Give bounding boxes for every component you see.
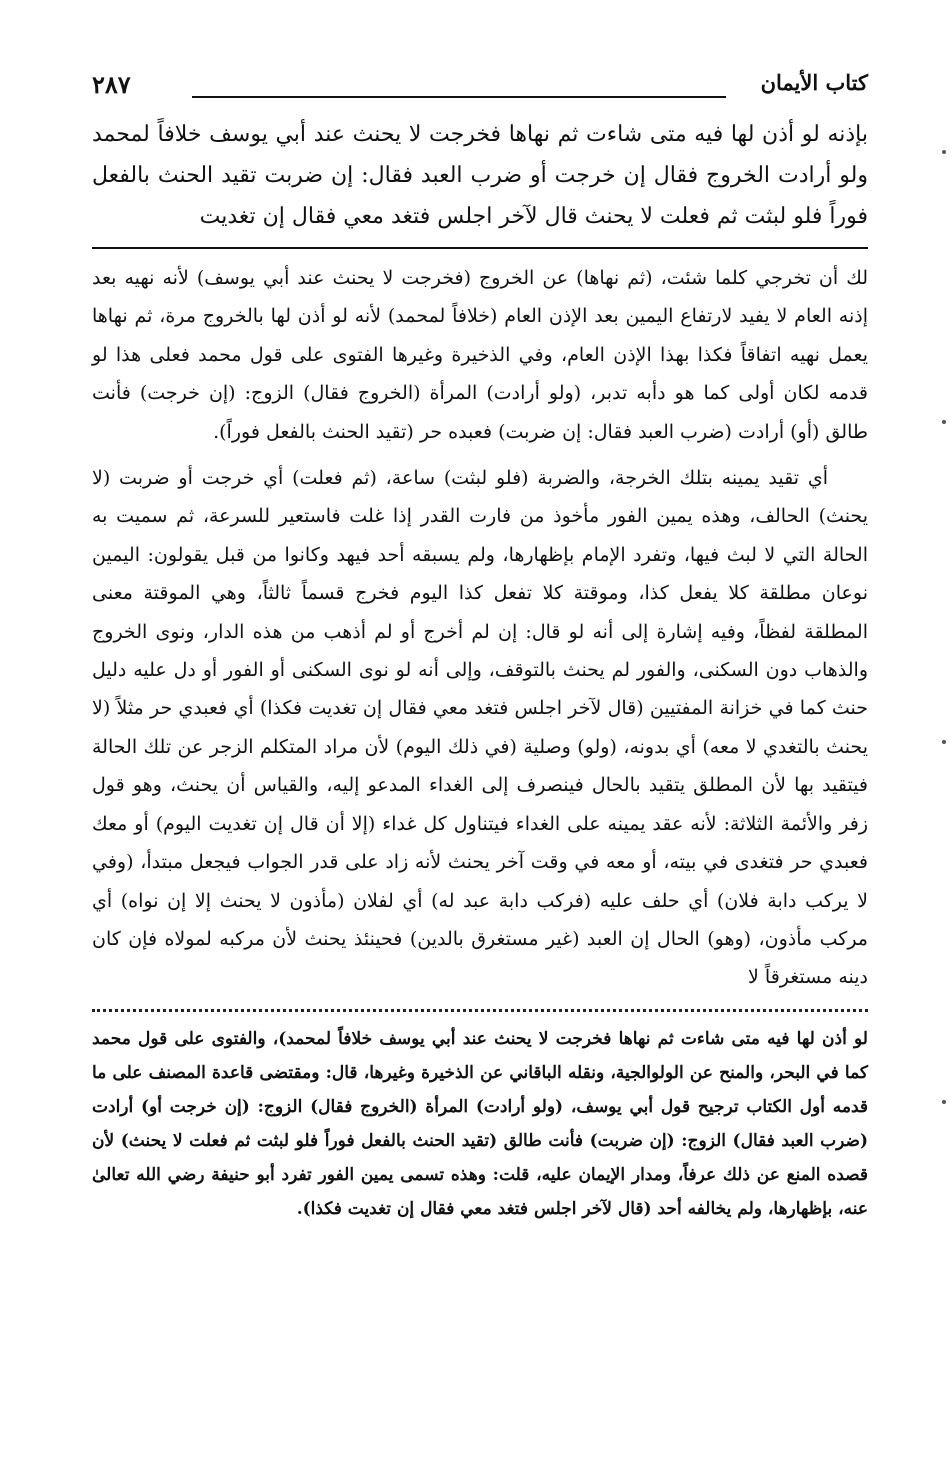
edge-mark (942, 1100, 946, 1104)
footnote-separator (92, 1009, 868, 1012)
page-edge (936, 120, 950, 1320)
edge-mark (942, 740, 946, 744)
edge-mark (942, 150, 946, 154)
sharh-paragraph-2: أي تقيد يمينه بتلك الخرجة، والضربة (فلو لبثت) ساعة، (ثم فعلت) أي خرجت أو ضربت (لا يحنث) الحالف، وهذه يمين الفور مأخوذ من فارت القدر إذا غلت فاستعير للسرعة، ثم سميت به الحالة التي لا لبث فيها، وتفرد الإمام بإظهارها، ولم يسبقه أحد فيهد وكانوا من قبل يقولون: اليمين نوعان مطلقة كلا يفعل كذا، وموقتة كلا تفعل كذا اليوم فخرج قسماً ثالثاً، وهي الموقتة معنى المطلقة لفظاً، وفيه إشارة إلى أنه لو قال: إن لم أخرج أو لم أذهب من هذه الدار، ونوى الخروج والذهاب دون السكنى، والفور لم يحنث بالتوقف، وإلى أنه لو نوى السكنى أو الفور أو دل عليه دليل حنث كما في خزانة المفتيين (قال لآخر اجلس فتغد معي فقال إن تغديت فكذا) أي فعبدي حر مثلاً (لا يحنث بالتغدي لا معه) أي بدونه، (ولو) وصلية (في ذلك اليوم) لأن مراد المتكلم الزجر عن تلك الحالة فيتقيد بها لأن المطلق يتقيد بالحال فينصرف إلى الغداء المدعو إليه، والقياس أن يحنث، وهو قول زفر والأئمة الثلاثة: لأنه عقد يمينه على الغداء فيتناول كل غداء (إلا أن قال إن تغديت اليوم) أو معك فعبدي حر فتغدى في بيته، أو معه في وقت آخر يحنث لأنه زاد على قدر الجواب فيجعل مبتدأ، (وفي لا يركب دابة فلان) أي حلف عليه (فركب دابة عبد له) أي لفلان (مأذون لا يحنث إلا إن نواه) أي مركب مأذون، (وهو) الحال إن العبد (غير مستغرق بالدين) فحينئذ يحنث لأن مركبه لمولاه فإن كان دينه مستغرقاً لا (92, 467, 868, 989)
running-title: كتاب الأيمان (760, 70, 868, 95)
edge-mark (942, 420, 946, 424)
sharh-commentary (92, 259, 868, 997)
matn-text: بإذنه لو أذن لها فيه متى شاءت ثم نهاها فخرجت لا يحنث عند أبي يوسف خلافاً لمحمد ولو أرادت الخروج فقال إن خرجت أو ضرب العبد فقال: إن ضربت تقيد الحنث بالفعل فوراً فلو لبثت ثم فعلت لا يحنث قال لآخر اجلس فتغد معي فقال إن تغديت (92, 122, 868, 229)
footnote-paragraph: لو أذن لها فيه متى شاءت ثم نهاها فخرجت لا يحنث عند أبي يوسف خلافاً لمحمد)، والفتوى على قول محمد كما في البحر، والمنح عن الولوالجية، ونقله الباقاني عن الذخيرة وغيرها، قال: ومقتضى قاعدة المصنف على ما قدمه أول الكتاب ترجيح قول أبي يوسف، (ولو أرادت) المرأة (الخروج فقال) الزوج: (إن خرجت أو) أرادت (ضرب العبد فقال) الزوج: (إن ضربت) فأنت طالق (تقيد الحنث بالفعل فوراً فلو لبثت ثم فعلت لا يحنث) لأن قصده المنع عن ذلك عرفاً، ومدار الإيمان عليه، قلت: وهذه تسمى يمين الفور تفرد أبو حنيفة رضي الله تعالىٰ عنه، بإظهارها، ولم يخالفه أحد (قال لآخر اجلس فتغد معي فقال إن تغديت فكذا). (92, 1028, 868, 1219)
book-page (92, 60, 868, 1226)
page-number: ٢٨٧ (92, 70, 131, 99)
footnote-commentary (92, 1022, 868, 1226)
header-rule (192, 96, 726, 98)
sharh-paragraph-1: لك أن تخرجي كلما شئت، (ثم نهاها) عن الخروج (فخرجت لا يحنث عند أبي يوسف) لأنه نهيه بعد إذنه العام لا يفيد لارتفاع اليمين بعد الإذن العام (خلافاً لمحمد) لأنه لو أذن لها بالخروج مرة، ثم نهاها يعمل نهيه اتفاقاً فكذا بهذا الإذن العام، وفي الذخيرة وغيرها الفتوى على قول محمد فعلى هذا لو قدمه لكان أولى كما هو دأبه تدبر، (ولو أرادت) المرأة (الخروج فقال) الزوج: (إن خرجت) فأنت طالق (أو) أرادت (ضرب العبد فقال: إن ضربت) فعبده حر (تقيد الحنث بالفعل فوراً). (92, 267, 868, 443)
matn-separator (92, 247, 868, 249)
page-header (92, 60, 868, 110)
